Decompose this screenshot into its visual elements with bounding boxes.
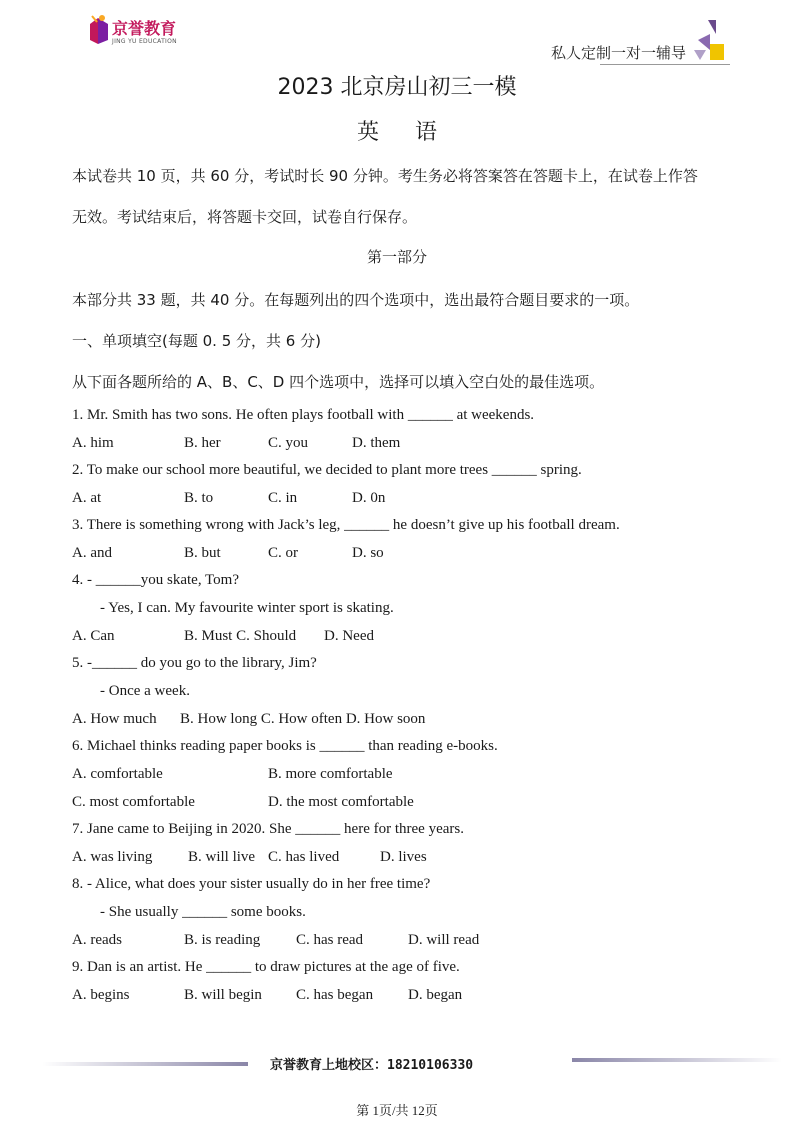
question-9-stem: 9. Dan is an artist. He ______ to draw pictures at the age of five. <box>72 959 460 975</box>
intro-line-2: 无效。考试结束后，将答题卡交回，试卷自行保存。 <box>72 208 418 226</box>
question-1-options <box>72 435 792 455</box>
option-a: A. and <box>72 545 112 561</box>
option-b: B. to <box>184 490 214 506</box>
option-b: B. is reading <box>184 932 261 948</box>
question-8-stem: 8. - Alice, what does your sister usually do in her free time? <box>72 876 431 892</box>
question-6-stem: 6. Michael thinks reading paper books is ______ than reading e-books. <box>72 738 498 754</box>
intro-line-1: 本试卷共 10 页，共 60 分，考试时长 90 分钟。考生务必将答案答在答题卡上，在试卷上作答 <box>72 167 698 185</box>
logo-text: 京誉教育 <box>112 19 177 38</box>
question-3-options <box>72 545 792 565</box>
question-3-stem: 3. There is something wrong with Jack’s leg, ______ he doesn’t give up his football dream. <box>72 517 620 533</box>
option-a: A. was living <box>72 849 153 865</box>
option-a: A. comfortable <box>72 766 163 782</box>
option-c: C. in <box>268 490 298 506</box>
option-c: C. has read <box>296 932 364 948</box>
option-d: D. the most comfortable <box>268 794 414 810</box>
option-b-c-d: B. How long C. How often D. How soon <box>180 711 426 727</box>
option-d: D. began <box>408 987 463 1003</box>
option-b: B. more comfortable <box>268 766 393 782</box>
footer-bar-left <box>42 1062 248 1066</box>
option-c: C. most comfortable <box>72 794 195 810</box>
question-8-options <box>72 932 792 952</box>
option-d: D. so <box>352 545 384 561</box>
question-5-stem: 5. -______ do you go to the library, Jim? <box>72 655 317 671</box>
section-title: 一、单项填空(每题 0. 5 分，共 6 分) <box>72 332 321 350</box>
footer-bar-right <box>572 1058 782 1062</box>
logo <box>88 14 184 50</box>
option-d: D. them <box>352 435 401 451</box>
option-d: D. 0n <box>352 490 386 506</box>
question-2-options <box>72 490 792 510</box>
option-b-c: B. Must C. Should <box>184 628 297 644</box>
page-title: 2023 北京房山初三一模 <box>277 75 517 100</box>
option-a: A. Can <box>72 628 115 644</box>
header-slogan: 私人定制一对一辅导 <box>550 44 686 62</box>
option-c: C. has lived <box>268 849 340 865</box>
question-7-options <box>72 849 792 869</box>
option-d: D. will read <box>408 932 480 948</box>
part-title: 第一部分 <box>366 248 427 266</box>
question-4-options <box>72 628 792 648</box>
logo-mark-icon <box>88 14 110 46</box>
question-9-options <box>72 987 792 1007</box>
option-a: A. begins <box>72 987 130 1003</box>
question-7-stem: 7. Jane came to Beijing in 2020. She ______ here for three years. <box>72 821 464 837</box>
footer-contact: 京誉教育上地校区：18210106330 <box>270 1058 474 1073</box>
question-4-response: - Yes, I can. My favourite winter sport is skating. <box>100 600 394 616</box>
option-b: B. will begin <box>184 987 262 1003</box>
option-c: C. or <box>268 545 298 561</box>
option-a: A. at <box>72 490 102 506</box>
option-b: B. will live <box>188 849 256 865</box>
part-description: 本部分共 33 题，共 40 分。在每题列出的四个选项中，选出最符合题目要求的一项。 <box>72 291 640 309</box>
option-c: C. has began <box>296 987 374 1003</box>
option-c: C. you <box>268 435 309 451</box>
page-number: 第 1页/共 12页 <box>356 1103 438 1118</box>
option-a: A. him <box>72 435 114 451</box>
question-6-options-row-2 <box>72 794 792 814</box>
option-a: A. reads <box>72 932 122 948</box>
header-divider <box>600 64 730 65</box>
section-instruction: 从下面各题所给的 A、B、C、D 四个选项中，选择可以填入空白处的最佳选项。 <box>72 373 605 391</box>
question-6-options-row-1 <box>72 766 792 786</box>
option-d: D. lives <box>380 849 427 865</box>
option-b: B. her <box>184 435 221 451</box>
question-5-response: - Once a week. <box>100 683 190 699</box>
option-b: B. but <box>184 545 221 561</box>
option-a: A. How much <box>72 711 157 727</box>
logo-subtext: JING YU EDUCATION <box>112 38 177 45</box>
question-5-options <box>72 711 792 731</box>
corner-decoration-icon <box>694 20 724 62</box>
subject-title: 英语 <box>356 120 473 145</box>
question-4-stem: 4. - ______you skate, Tom? <box>72 572 239 588</box>
question-2-stem: 2. To make our school more beautiful, we decided to plant more trees ______ spring. <box>72 462 582 478</box>
question-1-stem: 1. Mr. Smith has two sons. He often plays football with ______ at weekends. <box>72 407 535 423</box>
question-8-response: - She usually ______ some books. <box>100 904 306 920</box>
option-d: D. Need <box>324 628 374 644</box>
